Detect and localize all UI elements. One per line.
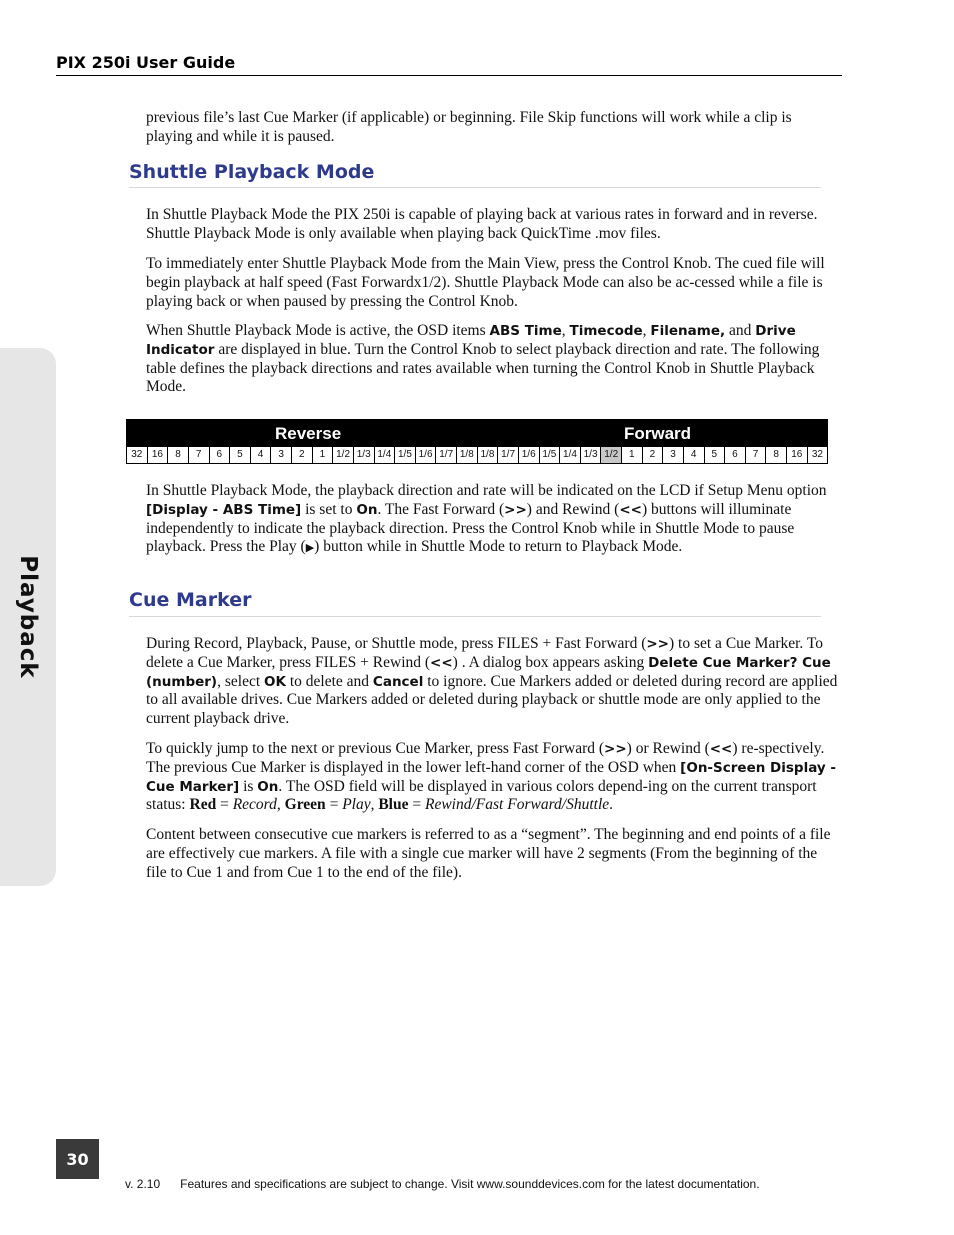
shuttle-rate-cell: 8 xyxy=(168,447,189,463)
shuttle-rate-cell: 5 xyxy=(230,447,251,463)
cue-paragraph-2: To quickly jump to the next or previous Cue Marker, press Fast Forward (>>) or Rewind (<<) re-spectively. The previous Cue Marker is displayed in the lower left-hand corner of the OSD when [On-Screen Display - Cue Marker] is On. The OSD field will be displayed in various colors depend-ing on the current transport status: Red = Record, Green = Play, Blue = Rewind/Fast Forward/Shuttle. xyxy=(146,740,836,814)
fast-forward-symbol: >> xyxy=(604,741,627,757)
rewind-symbol: << xyxy=(430,654,453,671)
shuttle-paragraph-4: In Shuttle Playback Mode, the playback direction and rate will be indicated on the LCD if Setup Menu option [Display - ABS Time] is set to On. The Fast Forward (>>) and Rewind (<<) buttons will illuminate independently to indicate the playback direction. Press the Control Knob while in Shuttle Mode to pause playback. Press the Play (▶) button while in Shuttle Mode to return to Playback Mode. xyxy=(146,482,827,556)
section-rule-cue-marker xyxy=(129,616,821,617)
osd-item-filename: Filename, xyxy=(650,323,726,339)
color-green-label: Green xyxy=(284,796,326,814)
version: v. 2.10 xyxy=(125,1177,161,1191)
ok-label: OK xyxy=(264,673,286,690)
play-icon: ▶ xyxy=(305,542,315,555)
shuttle-paragraph-2: To immediately enter Shuttle Playback Mode from the Main View, press the Control Knob. The cued file will begin playback at half speed (Fast Forwardx1/2). Shuttle Playback Mode can also be ac-cessed while a file is playing back or when paused by pressing the Control Knob. xyxy=(146,255,825,310)
shuttle-rate-cell: 16 xyxy=(787,447,808,463)
value-on: On xyxy=(257,778,279,795)
shuttle-rate-cell: 3 xyxy=(271,447,292,463)
dialog-text: Delete Cue Marker? Cue (number) xyxy=(146,654,831,690)
fast-forward-symbol: >> xyxy=(504,501,527,518)
side-tab-label: Playback xyxy=(15,555,41,679)
shuttle-table-header xyxy=(126,419,828,447)
fast-forward-symbol: >> xyxy=(646,636,669,652)
shuttle-rate-cell: 1/3 xyxy=(354,447,375,463)
forward-label: Forward xyxy=(624,424,692,443)
section-rule-shuttle xyxy=(129,187,821,188)
shuttle-rate-cell: 1/6 xyxy=(416,447,437,463)
shuttle-rate-cell: 5 xyxy=(705,447,726,463)
shuttle-rate-cell: 6 xyxy=(725,447,746,463)
color-red-label: Red xyxy=(189,796,217,814)
section-title-cue-marker: Cue Marker xyxy=(129,589,252,611)
shuttle-rate-cell: 1/4 xyxy=(560,447,581,463)
value-on: On xyxy=(356,501,378,518)
header-title: PIX 250i User Guide xyxy=(56,53,236,72)
shuttle-rate-cell: 1/8 xyxy=(478,447,499,463)
osd-item-drive-indicator: Drive Indicator xyxy=(146,323,796,358)
shuttle-rate-cell: 4 xyxy=(684,447,705,463)
section-title-shuttle: Shuttle Playback Mode xyxy=(129,161,375,183)
shuttle-rate-cell: 6 xyxy=(210,447,231,463)
page-number: 30 xyxy=(56,1139,99,1179)
shuttle-rate-cell: 1/4 xyxy=(375,447,396,463)
shuttle-rate-cell: 1/2 xyxy=(601,447,622,463)
shuttle-rate-cells xyxy=(126,447,828,464)
footer xyxy=(125,1177,760,1191)
shuttle-rate-cell: 7 xyxy=(189,447,210,463)
rewind-symbol: << xyxy=(619,501,642,518)
reverse-label: Reverse xyxy=(275,424,342,443)
shuttle-paragraph-3: When Shuttle Playback Mode is active, the OSD items ABS Time, Timecode, Filename, and Drive Indicator are displayed in blue. Turn the Control Knob to select playback direction and rate. The following table defines the playback directions and rates available when turning the Control Knob in Shuttle Playback Mode. xyxy=(146,322,820,396)
intro-paragraph: previous file’s last Cue Marker (if applicable) or beginning. File Skip functions will work while a clip is playing and while it is paused. xyxy=(146,109,792,145)
shuttle-rate-cell: 3 xyxy=(663,447,684,463)
rewind-symbol: << xyxy=(709,741,733,757)
shuttle-rate-cell: 1/8 xyxy=(457,447,478,463)
shuttle-rate-cell: 32 xyxy=(808,447,829,463)
shuttle-rate-cell: 1/7 xyxy=(436,447,457,463)
header-rule xyxy=(56,75,842,76)
shuttle-rate-cell: 1/7 xyxy=(498,447,519,463)
shuttle-rate-cell: 16 xyxy=(148,447,169,463)
cue-paragraph-3: Content between consecutive cue markers is referred to as a “segment”. The beginning and end points of a file are effectively cue markers. A file with a single cue marker will have 2 segments (From the beginning of the file to Cue 1 and from Cue 1 to the end of the file). xyxy=(146,826,831,881)
shuttle-rate-cell: 2 xyxy=(292,447,313,463)
shuttle-rate-cell: 1/5 xyxy=(395,447,416,463)
shuttle-paragraph-1: In Shuttle Playback Mode the PIX 250i is capable of playing back at various rates in forward and in reverse. Shuttle Playback Mode is only available when playing back QuickTime .mov files. xyxy=(146,206,818,242)
menu-option-display-abs-time: [Display - ABS Time] xyxy=(146,501,302,518)
cancel-label: Cancel xyxy=(372,673,424,690)
footer-notice: Features and specifications are subject to change. Visit www.sounddevices.com for the latest documentation. xyxy=(180,1177,760,1191)
shuttle-rate-cell: 1 xyxy=(622,447,643,463)
cue-paragraph-1: During Record, Playback, Pause, or Shuttle mode, press FILES + Fast Forward (>>) to set a Cue Marker. To delete a Cue Marker, press FILES + Rewind (<<) . A dialog box appears asking Delete Cue Marker? Cue (number), select OK to delete and Cancel to ignore. Cue Markers added or deleted during record are applied to all available drives. Cue Markers added or deleted during playback or shuttle mode are only applied to the current playback drive. xyxy=(146,635,838,728)
color-blue-label: Blue xyxy=(378,796,409,814)
shuttle-rate-table xyxy=(126,419,828,464)
shuttle-rate-cell: 1/6 xyxy=(519,447,540,463)
shuttle-rate-cell: 2 xyxy=(643,447,664,463)
shuttle-rate-cell: 1/3 xyxy=(581,447,602,463)
osd-item-timecode: Timecode xyxy=(569,323,643,339)
shuttle-rate-cell: 7 xyxy=(746,447,767,463)
shuttle-rate-cell: 1/5 xyxy=(540,447,561,463)
shuttle-rate-cell: 1 xyxy=(313,447,334,463)
shuttle-rate-cell: 8 xyxy=(766,447,787,463)
shuttle-rate-cell: 4 xyxy=(251,447,272,463)
menu-option-osd-cue-marker: [On-Screen Display - Cue Marker] xyxy=(146,759,836,795)
shuttle-rate-cell: 1/2 xyxy=(333,447,354,463)
shuttle-rate-cell: 32 xyxy=(127,447,148,463)
osd-item-abs-time: ABS Time xyxy=(489,323,562,339)
